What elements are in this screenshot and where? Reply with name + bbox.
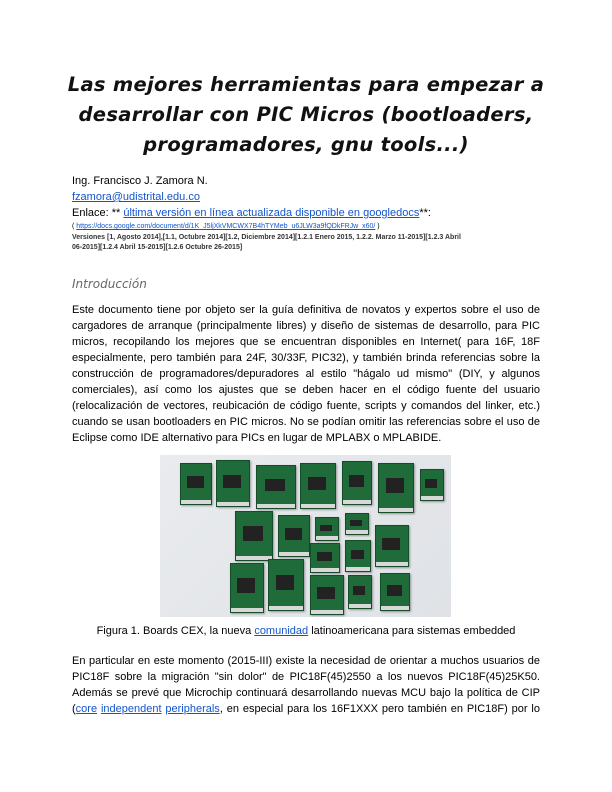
text-line: cargadores de arranque (principalmente libres) y diseño de sistemas de desarrollo, para PIC [72, 320, 540, 332]
comunidad-link[interactable]: comunidad [254, 625, 309, 637]
text-line: Eclipse como IDE alternativo para PICs en lugar de MPLABX o MPLABIDE. [72, 432, 442, 444]
link-prefix: Enlace: ** [72, 207, 124, 219]
core-link[interactable]: core [75, 703, 98, 715]
document-title [60, 70, 552, 160]
line-rest: , en especial para los 16F1XXX pero también en PIC18F) por lo [219, 703, 540, 715]
text-line: Además se prevé que Microchip continuará desarrollando nuevas MCU bajo la política de CIP [72, 687, 540, 699]
section-heading: Introducción [72, 277, 147, 291]
figure-boards-photo [160, 455, 451, 617]
email-link[interactable]: fzamora@udistrital.edu.co [72, 191, 200, 203]
figure-caption [72, 624, 540, 638]
text-line: cuando se usan bootloaders en PIC micros. No se podían omitir las referencias sobre el uso de [72, 416, 540, 428]
title-line: desarrollar con PIC Micros (bootloaders, [78, 103, 534, 126]
text-line: PIC18F sobre la migración "sin dolor" de PIC18F(45)2550 a los nuevos PIC18F(45)25K50. [72, 671, 540, 683]
caption-text: latinoamericana para sistemas embedded [308, 625, 516, 637]
title-line: programadores, gnu tools...) [143, 133, 469, 156]
text-line: comerciales), así como los ajustes que se deben hacer en el código fuente del usuario [72, 384, 540, 396]
migration-paragraph [72, 653, 540, 717]
text-line: especialmente, pero también para 24F, 30/33F, PIC32), y también brinda referencias sobre la [72, 352, 540, 364]
text-line: construcción de programadores/depuradores al estilo "hágalo ud mismo" (DIY, y algunos [72, 368, 540, 380]
url-link[interactable]: https://docs.google.com/document/d/1K_J5ljXkVMCWX7B4hTYMeb_u6JLW3a9fQDkFRJw_x60/ [76, 223, 376, 230]
paren: ) [375, 223, 380, 230]
versions-line: Versiones [1, Agosto 2014],[1.1, Octubre 2014][1.2, Diciembre 2014][1.2.1 Enero 2015, 1.2.2. Marzo 11-2015][1.2.3 Abril [72, 234, 461, 241]
author: Ing. Francisco J. Zamora N. [72, 175, 208, 187]
independent-link[interactable]: independent [100, 703, 162, 715]
versions-line: 06-2015][1.2.4 Abril 15-2015][1.2.6 Octubre 26-2015] [72, 244, 243, 251]
googledocs-link[interactable]: última versión en línea actualizada disponible en googledocs [123, 207, 420, 219]
text-line: Este documento tiene por objeto ser la guía definitiva de novatos y expertos sobre el uso de [72, 304, 540, 316]
text-line: micros, recopilando los mejores que se encuentran disponibles en Internet( para 16F, 18F [72, 336, 540, 348]
text-line [72, 701, 540, 717]
title-line: Las mejores herramientas para empezar a [67, 73, 545, 96]
caption-text: Figura 1. Boards CEX, la nueva [96, 625, 255, 637]
link-suffix: **: [419, 207, 431, 219]
paren: ( [72, 703, 76, 715]
text-line: (relocalización de vectores, reubicación de código fuente, scripts y comandos del linker, etc.) [72, 400, 540, 412]
url-line [72, 222, 380, 232]
text-line: En particular en este momento (2015-III) existe la necesidad de orientar a muchos usuarios de [72, 655, 540, 667]
versions [72, 233, 461, 253]
paren: ( [72, 223, 77, 230]
intro-paragraph [72, 302, 540, 446]
peripherals-link[interactable]: peripherals [165, 703, 220, 715]
link-line [72, 206, 431, 220]
